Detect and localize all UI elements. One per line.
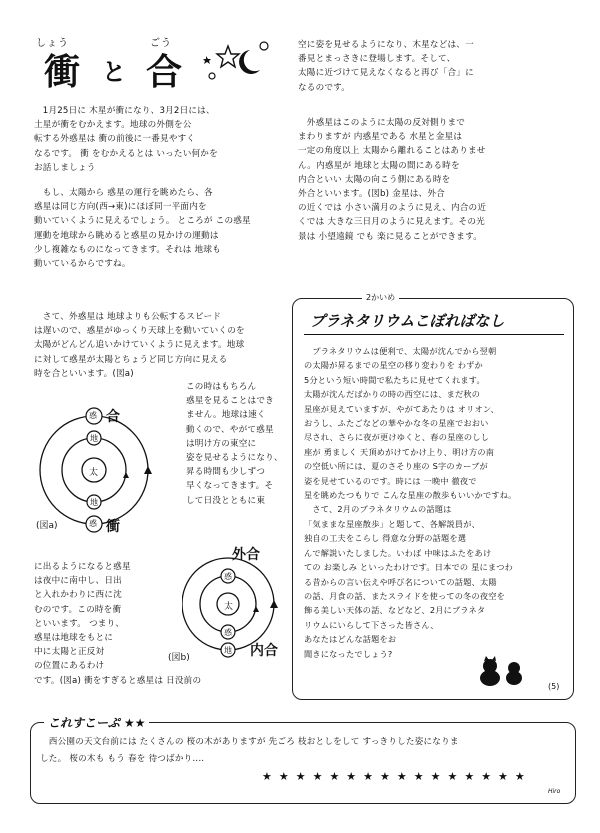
title-ruby-sho: しょう — [36, 38, 69, 49]
visibility-paragraph: この時はもちろん 惑星を見ることはでき ません。地球は速く 動くので、やがて惑星 は明け方の東空に 姿を見せるようになり、 昇る時間も少しずつ 早くなってきます。そ して日没とともに東 — [186, 382, 283, 506]
fig-a-earth-bottom: 地 — [90, 498, 98, 507]
cat-illustration-icon — [470, 648, 530, 688]
fig-a-label-sho: 衝 — [106, 519, 120, 535]
apparent-motion-paragraph: もし、太陽から 惑星の運行を眺めたら、各 惑星は同じ方向(西→東)にほぼ同一平面内を 動いていくように見えるでしょう。 ところが この惑星 運動を地球から眺めると惑星の見かけの運動は 少し複雑なものになってきます。それは 地球も 動いているからですね。 — [34, 188, 251, 270]
conjunction-paragraph: さて、外惑星は 地球よりも公転するスピード は遅いので、惑星がゆっくり天球上を動いていくのを 太陽がどんどん追いかけていくように見えます。地球 に対して惑星が太陽とちょうど同じ方向に見える 時を合といいます。(図a) — [34, 312, 245, 379]
column-episode-tag: 2かいめ — [362, 292, 399, 303]
footer-title: これすこーぷ ★★ — [44, 714, 149, 731]
star-moon-illustration-icon — [198, 36, 272, 92]
column-title-underline — [304, 334, 564, 335]
fig-a-caption: (図a) — [36, 521, 58, 531]
fig-a-planet-bottom: 惑 — [89, 519, 97, 528]
footer-body: 西公園の天文台前には たくさんの 桜の木がありますが 先ごろ 枝おとしをして すっきりした姿になりま した。 桜の木も もう 春を 待つばかり‥‥ — [40, 737, 459, 764]
footer-stars: ★★★★★★★★★★★★★★★★ — [262, 770, 532, 783]
reappearance-paragraph: 空に姿を見せるようになり、木星などは、一 番見とまっさきに登場します。そして、 太陽に近づけて見えなくなると再び「合」に なるのです。 — [298, 40, 474, 93]
fig-a-earth-top: 地 — [90, 434, 98, 443]
fig-a-sun: 太 — [89, 468, 99, 478]
fig-b-label-inner: 内合 — [250, 643, 278, 659]
fig-b-caption: (図b) — [168, 653, 190, 663]
column-title: プラネタリウムこぼればなし — [310, 312, 505, 330]
fig-b-label-outer: 外合 — [232, 547, 260, 563]
title-sho: 衝 — [44, 51, 83, 93]
fig-b-sun: 太 — [224, 602, 234, 612]
fig-a-planet-top: 惑 — [89, 411, 97, 420]
fig-b-planet-top: 惑 — [224, 572, 232, 581]
intro-paragraph: 1月25日に 木星が衝になり、3月2日には、 土星が衝をむかえます。地球の外側を公 転する外惑星は 衝の前後に一番見やすく なるです。 衝 をむかえるとは いったい何かを お話しましょう — [34, 106, 218, 173]
page-number: (5) — [548, 682, 560, 691]
fig-b-planet-bottom: 惑 — [224, 628, 232, 637]
title-ruby-go: ごう — [150, 38, 172, 49]
footer-signature: Hiro — [548, 788, 561, 795]
title-go: 合 — [146, 51, 185, 93]
opposition-paragraph: に出るようになると惑星 は夜中に南中し、日出 と入れかわりに西に沈 むのです。この時を衝 といいます。 つまり、 惑星は地球をもとに 中に太陽と正反対 の位置にあるわけ です。(図a) 衝をすぎると惑星は 日没前の — [34, 562, 202, 686]
column-body: プラネタリウムは便利で、太陽が沈んでから翌朝 の太陽が昇るまでの星空の移り変わりを わずか 5分という短い時間で私たちに見せてくれます。 太陽が沈んだばかりの時の西空には、まだ秋の 星座が見えていますが、やがてあたりは オリオン、 おうし、ふたごなどの華やかな冬の星座でおおい 尽され、さらに夜が更けゆくと、春の星座のしし 座が 勇ましく 天頂めがけてかけ上り、明け方の南 の空低い所には、夏のさそり座の S字のカーブが 姿を見せているのです。時には 一晩中 徹夜で 星を眺めたつもりで こんな星座の散歩もいいかですね。 さて、2月のプラネタリウムの話題は 「気ままな星座散歩」と題して、各解説員が、 独自の工夫をこらし 得意な分野の話題を選 んで解説いたしました。いわば 中味はふたをあけ ての お楽しみ といったわけです。日本での 星にまつわ る昔からの言い伝えや呼び名についての話題、太陽 の話、月食の話、またスライドを使っての冬の夜空を 飾る美しい天体の話、などなど、2月にプラネタ リウムにいらして下さった皆さん、 あなたはどんな話題をお 聞きになったでしょう? — [304, 346, 517, 659]
inner-planets-paragraph: 外惑星はこのように太陽の反対側りまで まわりますが 内惑星である 水星と金星は 一定の角度以上 太陽から離れることはありませ ん。内惑星が 地球と太陽の間にある時を 内合といい 太陽の向こう側にある時を 外合といいます。(図b) 金星は、外合 の近くでは 小さい満月のように見え、内合の近 くでは 大きな三日月のように見えます。その光 景は 小望遠鏡 でも 楽に見ることができます。 — [298, 118, 487, 242]
fig-a-label-go: 合 — [106, 409, 120, 425]
title-to: と — [102, 57, 128, 86]
fig-b-earth: 地 — [224, 646, 232, 655]
